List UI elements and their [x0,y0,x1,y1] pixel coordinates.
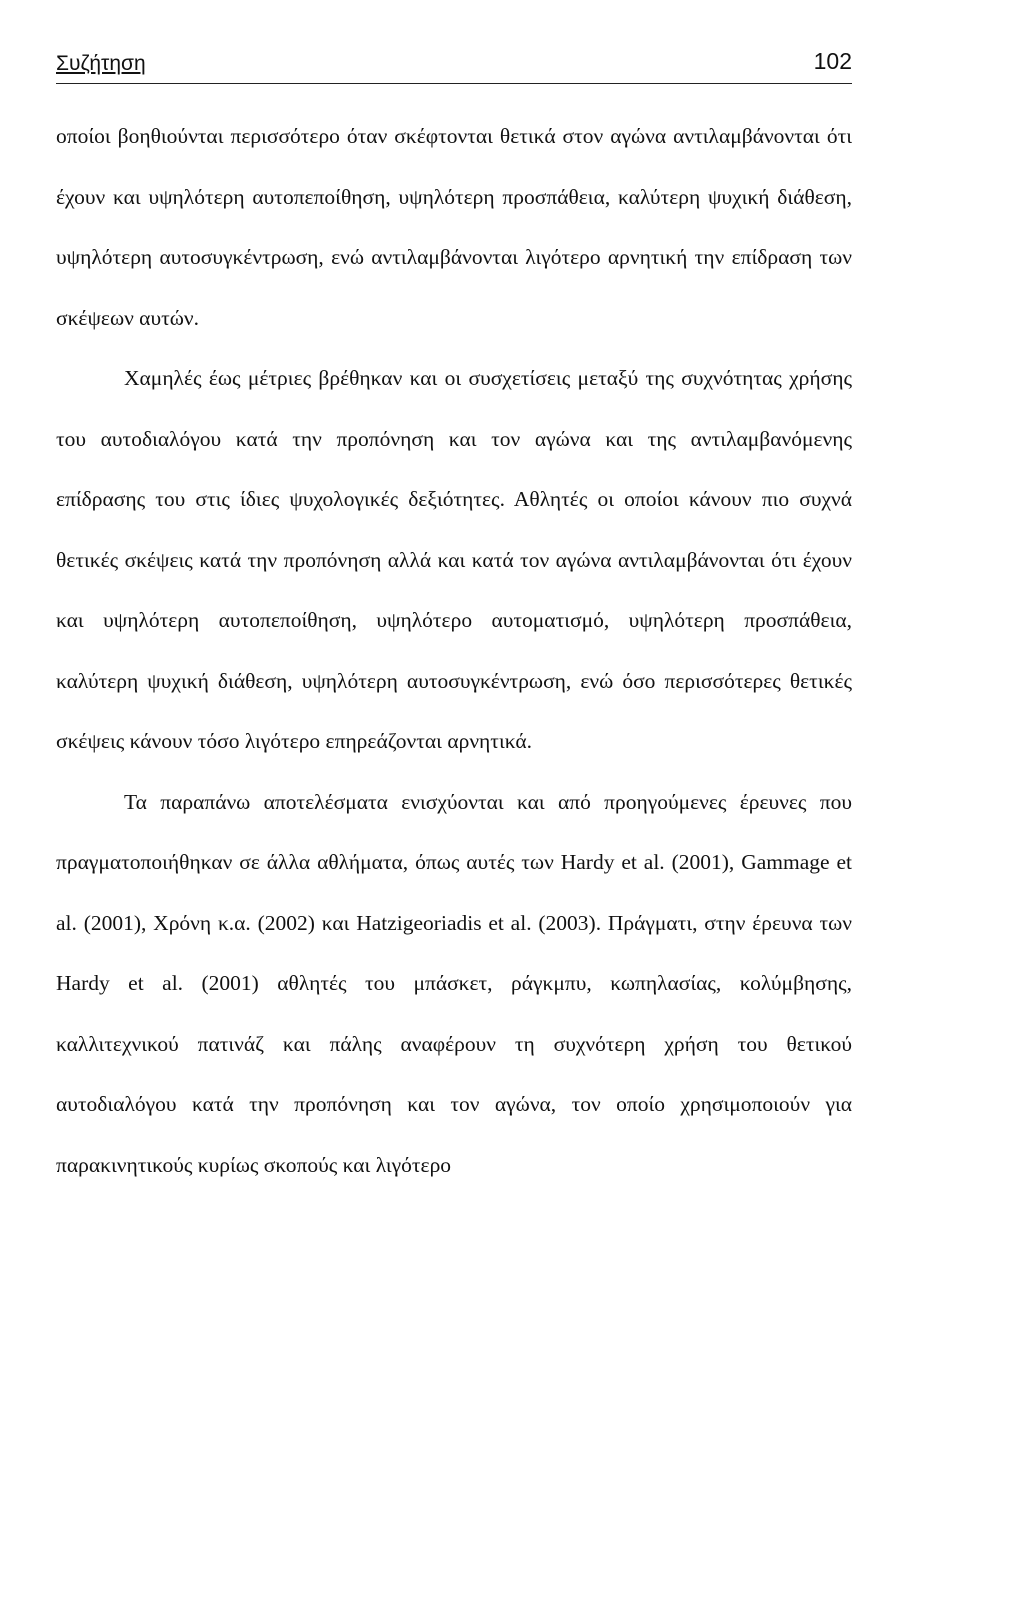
section-name: Συζήτηση [56,52,146,75]
body-text [56,106,852,1195]
paragraph-correlations: Χαμηλές έως μέτριες βρέθηκαν και οι συσχετίσεις μεταξύ της συχνότητας χρήσης του αυτοδιαλόγου κατά την προπόνηση και τον αγώνα και της αντιλαμβανόμενης επίδρασης του στις ίδιες ψυχολογικές δεξιότητες. Αθλητές οι οποίοι κάνουν πιο συχνά θετικές σκέψεις κατά την προπόνηση αλλά και κατά τον αγώνα αντιλαμβάνονται ότι έχουν και υψηλότερη αυτοπεποίθηση, υψηλότερο αυτοματισμό, υψηλότερη προσπάθεια, καλύτερη ψυχική διάθεση, υψηλότερη αυτοσυγκέντρωση, ενώ όσο περισσότερες θετικές σκέψεις κάνουν τόσο λιγότερο επηρεάζονται αρνητικά. [56,366,852,753]
running-header [56,44,852,84]
document-page [56,0,852,1610]
paragraph-previous-research: Τα παραπάνω αποτελέσματα ενισχύονται και από προηγούμενες έρευνες που πραγματοποιήθηκαν σε άλλα αθλήματα, όπως αυτές των Hardy et al. (2001), Gammage et al. (2001), Χρόνη κ.α. (2002) και Hatzigeoriadis et al. (2003). Πράγματι, στην έρευνα των Hardy et al. (2001) αθλητές του μπάσκετ, ράγκμπυ, κωπηλασίας, κολύμβησης, καλλιτεχνικού πατινάζ και πάλης αναφέρουν τη συχνότερη χρήση του θετικού αυτοδιαλόγου κατά την προπόνηση και τον αγώνα, τον οποίο χρησιμοποιούν για παρακινητικούς κυρίως σκοπούς και λιγότερο [56,789,852,1177]
paragraph-continued: οποίοι βοηθιούνται περισσότερο όταν σκέφτονται θετικά στον αγώνα αντιλαμβάνονται ότι έχουν και υψηλότερη αυτοπεποίθηση, υψηλότερη προσπάθεια, καλύτερη ψυχική διάθεση, υψηλότερη αυτοσυγκέντρωση, ενώ αντιλαμβάνονται λιγότερο αρνητική την επίδραση των σκέψεων αυτών. [56,124,852,330]
page-number: 102 [813,48,852,74]
